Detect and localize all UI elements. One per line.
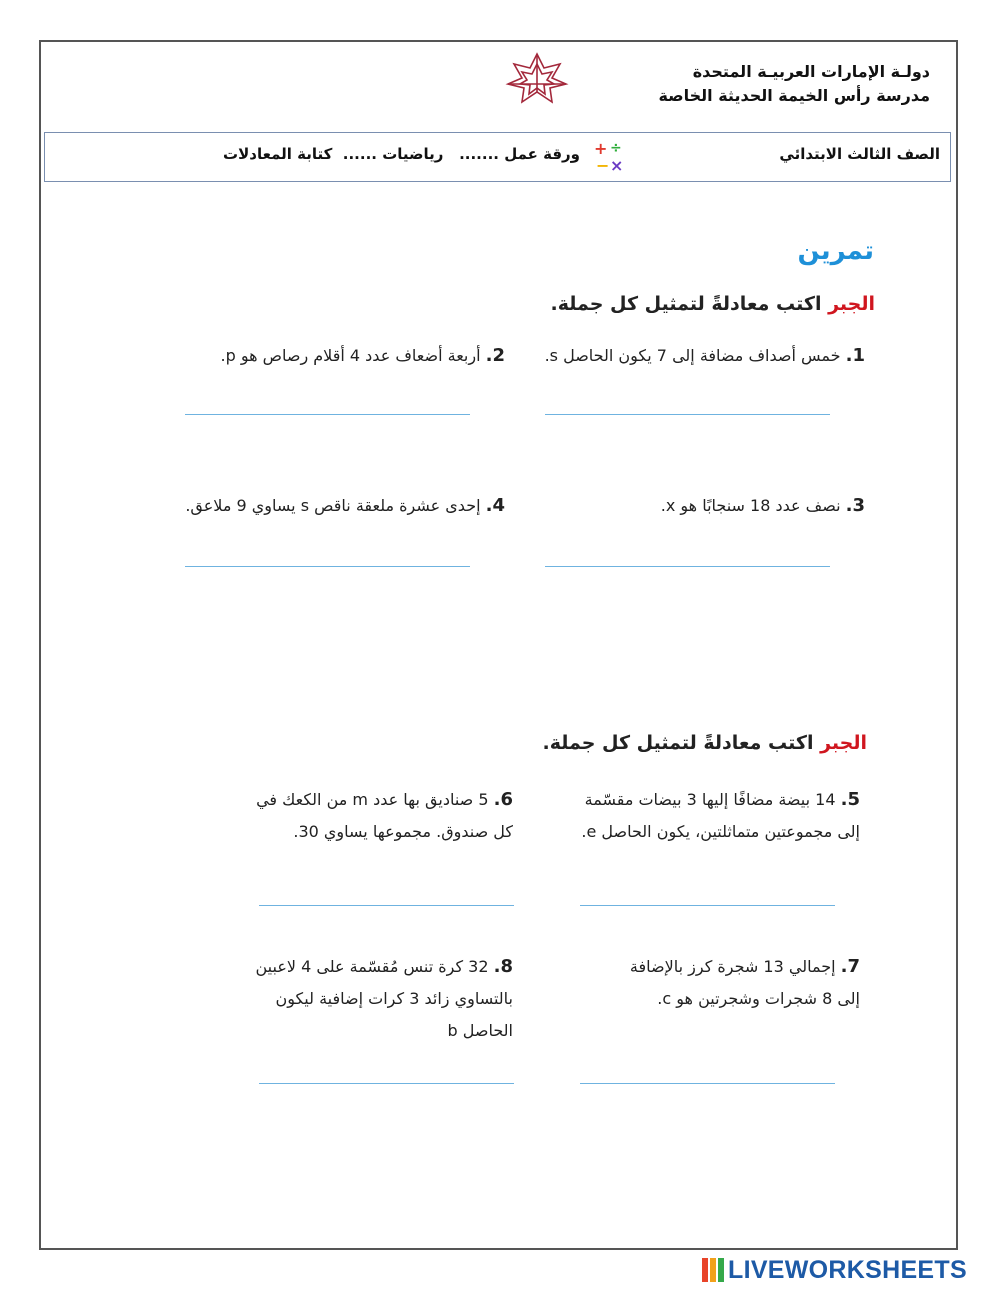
worksheet-title: ورقة عمل ....... رياضيات ...... كتابة المعادلات — [223, 145, 580, 163]
question-text: أربعة أضعاف عدد 4 أقلام رصاص هو p. — [220, 346, 486, 365]
svg-text:−: − — [596, 156, 610, 174]
math-symbols-icon — [590, 138, 630, 174]
question-5 — [580, 784, 860, 848]
section2-instruction — [543, 732, 868, 754]
question-6 — [248, 784, 513, 848]
answer-line-2[interactable] — [185, 414, 470, 415]
school-logo-icon — [502, 50, 572, 106]
algebra-tag: الجبر — [820, 732, 867, 754]
question-number: 2. — [485, 345, 505, 366]
brand-name: LIVEWORKSHEETS — [728, 1255, 967, 1284]
page-frame — [39, 40, 958, 1250]
algebra-tag: الجبر — [828, 293, 875, 315]
country-name: دولـة الإمارات العربيـة المتحدة — [692, 62, 930, 81]
question-number: 6. — [493, 789, 513, 810]
answer-line-5[interactable] — [580, 905, 835, 906]
question-number: 8. — [493, 956, 513, 977]
answer-line-8[interactable] — [259, 1083, 514, 1084]
question-text: 32 كرة تنس مُقسّمة على 4 لاعبين بالتساوي زائد 3 كرات إضافية ليكون الحاصل b — [255, 957, 513, 1040]
question-text: إجمالي 13 شجرة كرز بالإضافة إلى 8 شجرات وشجرتين هو c. — [629, 957, 860, 1008]
question-text: 5 صناديق بها عدد m من الكعك في كل صندوق. مجموعها يساوي 30. — [256, 790, 513, 841]
answer-line-6[interactable] — [259, 905, 514, 906]
answer-line-7[interactable] — [580, 1083, 835, 1084]
school-name: مدرسة رأس الخيمة الحديثة الخاصة — [658, 86, 930, 105]
question-text: 14 بيضة مضافًا إليها 3 بيضات مقسّمة إلى مجموعتين متماثلتين، يكون الحاصل e. — [581, 790, 860, 841]
instruction-text: اكتب معادلةً لتمثيل كل جملة. — [550, 293, 829, 315]
liveworksheets-logo-icon — [702, 1258, 724, 1282]
answer-line-3[interactable] — [545, 566, 830, 567]
question-number: 5. — [840, 789, 860, 810]
question-4 — [155, 490, 505, 522]
svg-text:+: + — [594, 139, 608, 158]
question-3 — [535, 490, 865, 522]
question-text: إحدى عشرة ملعقة ناقص s يساوي 9 ملاعق. — [185, 496, 486, 515]
svg-text:×: × — [610, 156, 624, 174]
svg-text:÷: ÷ — [610, 140, 622, 156]
answer-line-4[interactable] — [185, 566, 470, 567]
grade-label: الصف الثالث الابتدائي — [779, 145, 940, 163]
question-text: نصف عدد 18 سنجابًا هو x. — [660, 496, 846, 515]
school-header — [658, 60, 930, 108]
answer-line-1[interactable] — [545, 414, 830, 415]
section1-instruction — [551, 293, 876, 315]
question-number: 3. — [845, 495, 865, 516]
question-text: خمس أصداف مضافة إلى 7 يكون الحاصل s. — [544, 346, 846, 365]
instruction-text: اكتب معادلةً لتمثيل كل جملة. — [542, 732, 821, 754]
question-1 — [535, 340, 865, 372]
question-8 — [253, 951, 513, 1047]
question-number: 1. — [845, 345, 865, 366]
question-number: 4. — [485, 495, 505, 516]
question-7 — [620, 951, 860, 1015]
question-number: 7. — [840, 956, 860, 977]
question-2 — [175, 340, 505, 372]
exercise-heading: تمرين — [797, 236, 874, 266]
liveworksheets-brand[interactable] — [702, 1256, 967, 1284]
